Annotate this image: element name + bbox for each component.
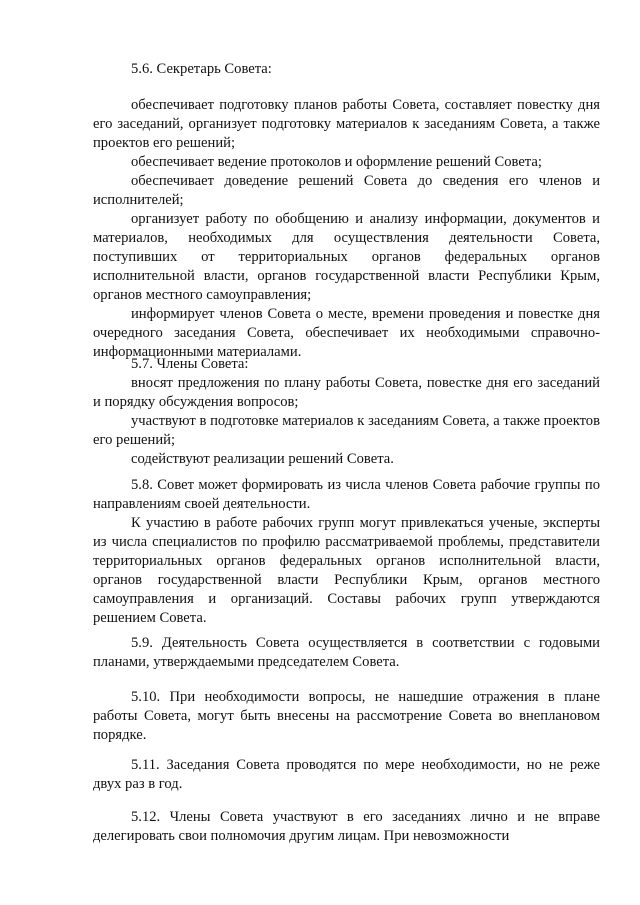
paragraph: обеспечивает подготовку планов работы Совета, составляет повестку дня его заседаний, организует подготовку материалов к заседаниям Совета, а также проектов его решений; — [93, 97, 600, 151]
paragraph: участвуют в подготовке материалов к заседаниям Совета, а также проектов его решений; — [93, 413, 600, 448]
paragraph-5-12: 5.12. Члены Совета участвуют в его заседаниях лично и не вправе делегировать свои полномочия другим лицам. При невозможности — [93, 809, 600, 844]
section-5-7 — [93, 355, 600, 469]
paragraph-5-9: 5.9. Деятельность Совета осуществляется в соответствии с годовыми планами, утверждаемыми председателем Совета. — [93, 635, 600, 670]
section-5-10 — [93, 688, 600, 745]
section-5-6-duties — [93, 96, 600, 362]
paragraph-5-7-title: 5.7. Члены Совета: — [131, 356, 249, 372]
paragraph: информирует членов Совета о месте, времени проведения и повестке дня очередного заседания Совета, обеспечивает их необходимыми справочно-информационными материалами. — [93, 306, 600, 360]
section-5-11 — [93, 756, 600, 794]
paragraph: вносят предложения по плану работы Совета, повестке дня его заседаний и порядку обсуждения вопросов; — [93, 375, 600, 410]
paragraph: К участию в работе рабочих групп могут привлекаться ученые, эксперты из числа специалистов по профилю рассматриваемой проблемы, представители территориальных органов федеральных органов исполнительной власти, органов государственной власти Республики Крым, органов местного самоуправления и организаций. Составы рабочих групп утверждаются решением Совета. — [93, 515, 600, 626]
paragraph-5-8: 5.8. Совет может формировать из числа членов Совета рабочие группы по направлениям своей деятельности. — [93, 477, 600, 512]
section-5-9 — [93, 634, 600, 672]
paragraph: содействуют реализации решений Совета. — [131, 451, 394, 467]
section-5-12 — [93, 808, 600, 846]
paragraph-5-6-title: 5.6. Секретарь Совета: — [131, 61, 272, 77]
paragraph-5-11: 5.11. Заседания Совета проводятся по мере необходимости, но не реже двух раз в год. — [93, 757, 600, 792]
section-5-8 — [93, 476, 600, 628]
paragraph: обеспечивает ведение протоколов и оформление решений Совета; — [131, 154, 542, 170]
paragraph: обеспечивает доведение решений Совета до сведения его членов и исполнителей; — [93, 173, 600, 208]
section-5-6-heading — [93, 60, 600, 79]
paragraph-5-10: 5.10. При необходимости вопросы, не нашедшие отражения в плане работы Совета, могут быть внесены на рассмотрение Совета во внеплановом порядке. — [93, 689, 600, 743]
paragraph: организует работу по обобщению и анализу информации, документов и материалов, необходимых для осуществления деятельности Совета, поступивших от территориальных органов федеральных органов исполнительной власти, органов государственной власти Республики Крым, органов местного самоуправления; — [93, 211, 600, 303]
